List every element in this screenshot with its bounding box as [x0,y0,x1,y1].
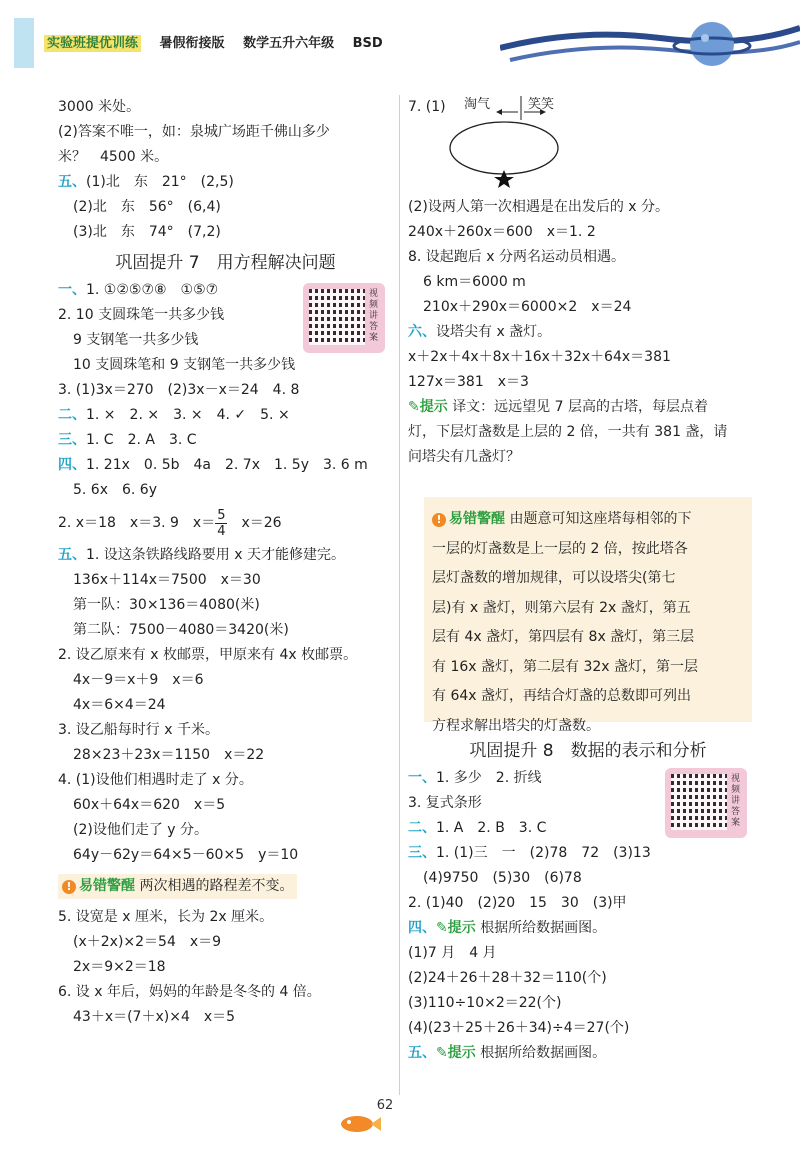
header-planet-decoration [500,8,800,80]
answer-line: 三、1. (1)三 一 (2)78 72 (3)13 [408,845,651,861]
column-divider [399,95,400,1095]
section-marker: 六、 [408,324,436,340]
warning-icon: ! [62,880,76,894]
left-column [58,95,393,1030]
diagram-label-left: 淘气 [464,96,491,111]
qr-code-icon [309,289,365,345]
answer-line: 3. 设乙船每时行 x 千米。 [58,722,219,738]
submarine-fish-icon [335,1110,383,1134]
answer-line: 127x＝381 x＝3 [408,374,529,390]
warning-icon: ! [432,513,446,527]
tip-line: 问塔尖有几盏灯？ [408,449,520,465]
answer-line: (2)答案不唯一，如：泉城广场距千佛山多少 [58,124,330,140]
answer-line: x＋2x＋4x＋8x＋16x＋32x＋64x＝381 [408,349,671,365]
section-marker: 四、 [58,457,86,473]
answer-line: (2)24＋26＋28＋32＝110(个) [408,970,607,986]
section-title-7: 巩固提升 7 用方程解决问题 [115,253,336,273]
answer-line: 2. 10 支圆珠笔一共多少钱 [58,307,225,323]
section-marker: 五、 [58,547,86,563]
answer-line: (1)7 月 4 月 [408,945,497,961]
pencil-icon: ✎ [436,920,448,936]
answer-line: 六、设塔尖有 x 盏灯。 [408,324,552,340]
answer-line: 3000 米处。 [58,99,141,115]
section-marker: 二、 [408,820,436,836]
qr-code-video-answer[interactable]: 视频讲答案 [665,768,747,838]
answer-line: 五、1. 设这条铁路线路要用 x 天才能修建完。 [58,547,345,563]
answer-line: (3)110÷10×2＝22(个) [408,995,562,1011]
tip-line: 五、✎提示 根据所给数据画图。 [408,1045,607,1061]
answer-line: 136x＋114x＝7500 x＝30 [73,572,261,588]
section-marker: 二、 [58,407,86,423]
answer-line: 2. (1)40 (2)20 15 30 (3)甲 [408,895,627,911]
section-marker: 一、 [408,770,436,786]
answer-line: 二、1. × 2. × 3. × 4. ✓ 5. × [58,407,290,423]
answer-line: 五、(1)北 东 21° (2,5) [58,174,234,190]
answer-line: 一、1. ①②⑤⑦⑧ ①⑤⑦ [58,282,219,298]
answer-line: 4. (1)设他们相遇时走了 x 分。 [58,772,253,788]
meeting-track-diagram [440,92,570,192]
answer-line: 3. 复式条形 [408,795,482,811]
answer-line: 三、1. C 2. A 3. C [58,432,197,448]
answer-line: (4)(23＋25＋26＋34)÷4＝27(个) [408,1020,630,1036]
section-title-8: 巩固提升 8 数据的表示和分析 [469,741,707,761]
pencil-icon: ✎ [436,1045,448,1061]
answer-line: 5. 6x 6. 6y [73,482,157,498]
answer-line: (2)北 东 56° (6,4) [73,199,221,215]
answer-line: 28×23＋23x＝1150 x＝22 [73,747,265,763]
section-marker: 一、 [58,282,86,298]
answer-line: 四、1. 21x 0. 5b 4a 2. 7x 1. 5y 3. 6 m [58,457,368,473]
answer-line: 2x＝9×2＝18 [73,959,166,975]
answer-line: 210x＋290x＝6000×2 x＝24 [423,299,632,315]
page-header [0,0,800,80]
answer-line: 第一队：30×136＝4080(米) [73,597,260,613]
fraction: $\frac{5}{4}$ [217,507,226,539]
section-marker: 三、 [408,845,436,861]
answer-line: 4x－9＝x＋9 x＝6 [73,672,204,688]
star-icon [494,170,514,188]
answer-line: 8. 设起跑后 x 分两名运动员相遇。 [408,249,625,265]
qr-code-icon [671,774,727,830]
answer-line: 二、1. A 2. B 3. C [408,820,547,836]
answer-line: 3. (1)3x＝270 (2)3x－x＝24 4. 8 [58,382,300,398]
answer-line: 米？ 4500 米。 [58,149,169,165]
answer-line: (3)北 东 74° (7,2) [73,224,221,240]
tip-line: ✎提示 译文：远远望见 7 层高的古塔，每层点着 [408,399,708,415]
tip-line: 灯，下层灯盏数是上层的 2 倍，一共有 381 盏，请 [408,424,728,440]
answer-line: 4x＝6×4＝24 [73,697,166,713]
answer-line: 2. x＝18 x＝3. 9 x＝ $\frac{5}{4}$ x＝26 [58,507,282,539]
tip-line: 四、✎提示 根据所给数据画图。 [408,920,607,936]
section-marker: 四、 [408,920,436,936]
answer-line: 一、1. 多少 2. 折线 [408,770,542,786]
header-title [44,32,397,51]
warning-box: ! 易错警醒 由题意可知这座塔每相邻的下 一层的灯盏数是上一层的 2 倍，按此塔各 层灯盏数的增加规律，可以设塔尖(第七 层)有 x 盏灯，则第六层有 2x 盏灯，第五 层有 4x 盏灯，第四层有 8x 盏灯，第三层 有 16x 盏灯，第二层有 32x 盏灯，第一层 有 64x 盏灯，再结合灯盏的总数即可列出 方程求解出塔尖的灯盏数。 [424,497,752,722]
answer-line: 5. 设宽是 x 厘米，长为 2x 厘米。 [58,909,274,925]
qr-code-video-answer[interactable]: 视频讲答案 [303,283,385,353]
header-version: BSD [352,36,383,51]
header-edition: 暑假衔接版 [159,36,225,51]
header-color-strip [14,18,34,68]
answer-line: 9 支钢笔一共多少钱 [73,332,199,348]
header-brand: 实验班提优训练 [44,35,141,52]
answer-line: 240x＋260x＝600 x＝1. 2 [408,224,596,240]
answer-line: 7. (1) [408,99,446,115]
answer-line: (2)设两人第一次相遇是在出发后的 x 分。 [408,199,670,215]
pencil-icon: ✎ [408,399,420,415]
section-marker: 三、 [58,432,86,448]
section-marker: 五、 [58,174,86,190]
answer-line: 10 支圆珠笔和 9 支钢笔一共多少钱 [73,357,296,373]
section-marker: 五、 [408,1045,436,1061]
diagram-label-right: 笑笑 [528,96,555,111]
answer-line: 2. 设乙原来有 x 枚邮票，甲原来有 4x 枚邮票。 [58,647,358,663]
answer-line: (x＋2x)×2＝54 x＝9 [73,934,222,950]
answer-line: 6. 设 x 年后，妈妈的年龄是冬冬的 4 倍。 [58,984,321,1000]
answer-line: 43＋x＝(7＋x)×4 x＝5 [73,1009,236,1025]
answer-line: 60x＋64x＝620 x＝5 [73,797,226,813]
answer-line: (2)设他们走了 y 分。 [73,822,209,838]
answer-line: 64y－62y＝64×5－60×5 y＝10 [73,847,299,863]
answer-line: 6 km＝6000 m [423,274,526,290]
page-number: 62 [376,1098,394,1113]
answer-line: 第二队：7500－4080＝3420(米) [73,622,289,638]
warning-note: ! 易错警醒 两次相遇的路程差不变。 [58,874,393,899]
answer-line: (4)9750 (5)30 (6)78 [423,870,582,886]
header-grade: 数学五升六年级 [243,36,335,51]
